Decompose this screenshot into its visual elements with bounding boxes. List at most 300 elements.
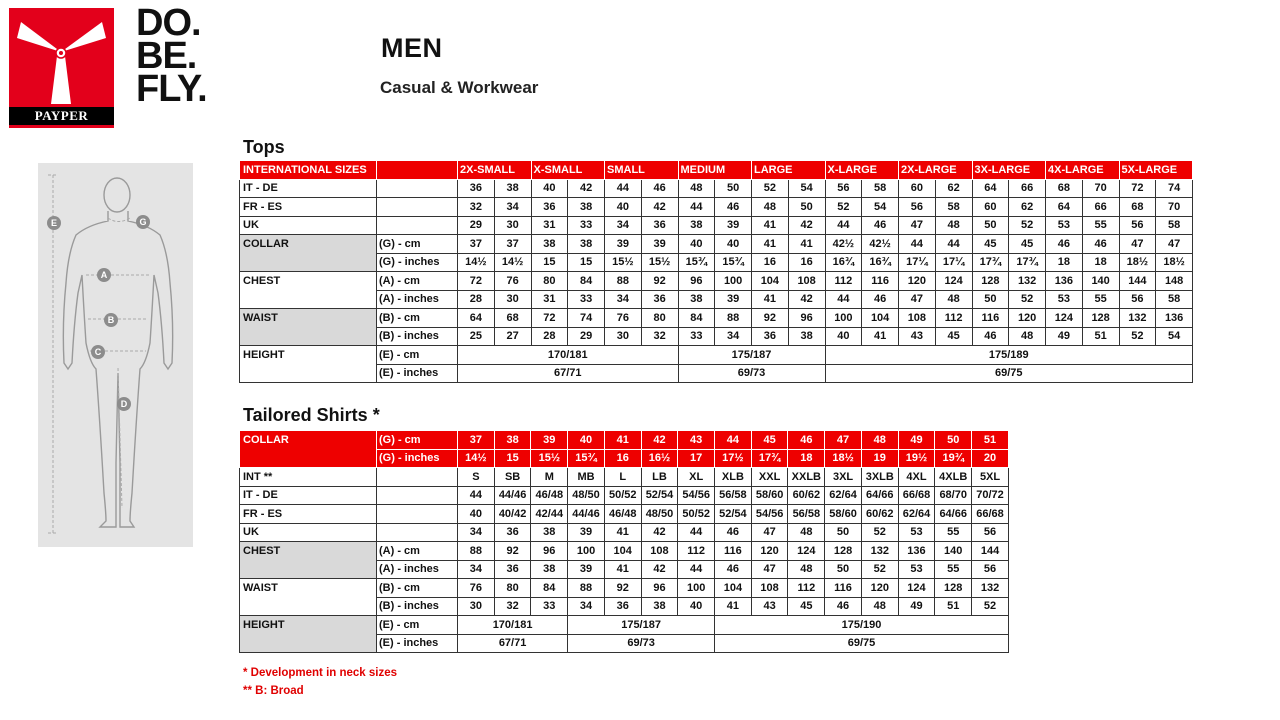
measure-value-cell: 52: [861, 560, 898, 579]
measure-row: [240, 290, 1193, 309]
measure-value-cell: 37: [494, 235, 531, 254]
measure-value-cell: 41: [752, 290, 789, 309]
size-value-cell: L: [604, 468, 641, 487]
measure-value-cell: 18: [1082, 253, 1119, 272]
size-value-cell: 42: [788, 216, 825, 235]
measure-value-cell: 38: [788, 327, 825, 346]
size-value-cell: 29: [458, 216, 495, 235]
measure-value-cell: 47: [1119, 235, 1156, 254]
size-value-cell: 3XLB: [861, 468, 898, 487]
measure-value-cell: 41: [715, 597, 752, 616]
measure-value-cell: 88: [715, 309, 752, 328]
measure-value-cell: 43: [899, 327, 936, 346]
measure-value-cell: 58: [1156, 290, 1193, 309]
measure-value-cell: 112: [788, 579, 825, 598]
size-group-header: MEDIUM: [678, 161, 752, 180]
row-label: INT **: [240, 468, 377, 487]
measure-value-cell: 100: [825, 309, 862, 328]
measure-value-cell: 38: [678, 290, 715, 309]
size-value-cell: 52/54: [715, 505, 752, 524]
size-group-header: 2X-SMALL: [458, 161, 532, 180]
measure-value-cell: 29: [568, 327, 605, 346]
measure-value-cell: 46: [1082, 235, 1119, 254]
measure-value-cell: 92: [604, 579, 641, 598]
row-sublabel: [377, 505, 458, 524]
size-value-cell: 39: [568, 523, 605, 542]
size-value-cell: 36: [531, 198, 568, 217]
measure-value-cell: 84: [568, 272, 605, 291]
measure-value-cell: 72: [531, 309, 568, 328]
size-value-cell: 46: [641, 179, 678, 198]
measure-value-cell: 128: [825, 542, 862, 561]
measure-value-cell: 100: [715, 272, 752, 291]
size-group-header: 5X-LARGE: [1119, 161, 1193, 180]
measure-value-cell: 15½: [605, 253, 642, 272]
size-value-cell: 4XL: [898, 468, 935, 487]
size-value-cell: 66: [1082, 198, 1119, 217]
measure-unit-label: (A) - cm: [377, 272, 458, 291]
height-value-cell: 175/189: [825, 346, 1193, 365]
table-row: [240, 179, 1193, 198]
measure-value-cell: 50: [825, 560, 862, 579]
size-value-cell: 48/50: [568, 486, 605, 505]
measure-value-cell: 140: [935, 542, 972, 561]
height-value-cell: 67/71: [458, 634, 568, 653]
measure-value-cell: 80: [494, 579, 531, 598]
measure-value-cell: 108: [751, 579, 788, 598]
height-value-cell: 69/75: [715, 634, 1009, 653]
size-value-cell: 70: [1156, 198, 1193, 217]
measure-value-cell: 88: [458, 542, 495, 561]
measure-value-cell: 136: [1156, 309, 1193, 328]
height-value-cell: 175/187: [678, 346, 825, 365]
height-value-cell: 67/71: [458, 364, 679, 383]
measure-value-cell: 46: [972, 327, 1009, 346]
measure-value-cell: 128: [1082, 309, 1119, 328]
measure-value-cell: 124: [788, 542, 825, 561]
measure-value-cell: 48: [935, 290, 972, 309]
size-value-cell: 3XL: [825, 468, 862, 487]
height-unit-label: (E) - inches: [377, 634, 458, 653]
size-value-cell: 52: [752, 179, 789, 198]
size-group-header: X-LARGE: [825, 161, 899, 180]
collar-value-cell: 18½: [825, 449, 862, 468]
row-sublabel: [377, 198, 458, 217]
row-sublabel: [377, 179, 458, 198]
size-value-cell: 5XL: [972, 468, 1009, 487]
measure-value-cell: 40: [678, 235, 715, 254]
measure-value-cell: 15: [531, 253, 568, 272]
measure-value-cell: 92: [494, 542, 531, 561]
size-value-cell: 40: [531, 179, 568, 198]
measure-row: [240, 235, 1193, 254]
measure-value-cell: 33: [568, 290, 605, 309]
measure-label: CHEST: [240, 542, 377, 579]
measure-value-cell: 64: [458, 309, 495, 328]
size-value-cell: 60: [972, 198, 1009, 217]
measure-value-cell: 45: [1009, 235, 1046, 254]
size-value-cell: 46/48: [531, 486, 568, 505]
measure-value-cell: 36: [604, 597, 641, 616]
collar-value-cell: 51: [972, 431, 1009, 450]
size-value-cell: 40: [458, 505, 495, 524]
measure-unit-label: (B) - cm: [377, 579, 458, 598]
measure-value-cell: 76: [605, 309, 642, 328]
height-value-cell: 69/75: [825, 364, 1193, 383]
measure-value-cell: 74: [568, 309, 605, 328]
row-sublabel: [377, 468, 458, 487]
measure-value-cell: 46: [825, 597, 862, 616]
collar-value-cell: 19¾: [935, 449, 972, 468]
size-value-cell: 56/58: [788, 505, 825, 524]
measure-value-cell: 52: [1119, 327, 1156, 346]
measure-value-cell: 88: [605, 272, 642, 291]
measure-value-cell: 84: [678, 309, 715, 328]
size-value-cell: 34: [494, 198, 531, 217]
size-value-cell: 40: [605, 198, 642, 217]
measure-value-cell: 36: [641, 290, 678, 309]
size-value-cell: 60/62: [861, 505, 898, 524]
size-value-cell: 58: [935, 198, 972, 217]
measure-value-cell: 38: [641, 597, 678, 616]
size-value-cell: 70/72: [972, 486, 1009, 505]
height-label: HEIGHT: [240, 616, 377, 653]
size-group-header: 3X-LARGE: [972, 161, 1046, 180]
size-value-cell: 47: [751, 523, 788, 542]
size-value-cell: 44: [825, 216, 862, 235]
size-value-cell: 50: [972, 216, 1009, 235]
size-value-cell: 68/70: [935, 486, 972, 505]
measure-value-cell: 18½: [1119, 253, 1156, 272]
size-value-cell: 44: [458, 486, 495, 505]
size-value-cell: 52/54: [641, 486, 678, 505]
collar-value-cell: 44: [715, 431, 752, 450]
measure-value-cell: 34: [458, 560, 495, 579]
footnote-broad: ** B: Broad: [243, 685, 304, 697]
measure-value-cell: 31: [531, 290, 568, 309]
slogan: [136, 2, 207, 110]
measure-value-cell: 136: [898, 542, 935, 561]
measure-value-cell: 96: [531, 542, 568, 561]
measure-value-cell: 96: [678, 272, 715, 291]
size-value-cell: 58: [862, 179, 899, 198]
measure-value-cell: 120: [751, 542, 788, 561]
measure-value-cell: 68: [494, 309, 531, 328]
measure-unit-label: (B) - inches: [377, 597, 458, 616]
measure-value-cell: 120: [861, 579, 898, 598]
size-value-cell: 55: [1082, 216, 1119, 235]
size-value-cell: 68: [1046, 179, 1083, 198]
size-value-cell: 54: [788, 179, 825, 198]
measure-value-cell: 96: [788, 309, 825, 328]
row-sublabel: [377, 523, 458, 542]
measure-value-cell: 124: [935, 272, 972, 291]
measure-value-cell: 38: [531, 560, 568, 579]
collar-value-cell: 37: [458, 431, 495, 450]
size-value-cell: 58/60: [751, 486, 788, 505]
size-value-cell: 46/48: [604, 505, 641, 524]
size-value-cell: 53: [1046, 216, 1083, 235]
size-group-header: 2X-LARGE: [899, 161, 973, 180]
measure-value-cell: 39: [715, 290, 752, 309]
size-value-cell: 38: [531, 523, 568, 542]
collar-value-cell: 17¾: [751, 449, 788, 468]
size-value-cell: 60: [899, 179, 936, 198]
measure-label: COLLAR: [240, 235, 377, 272]
measure-value-cell: 30: [494, 290, 531, 309]
collar-value-cell: 48: [861, 431, 898, 450]
measure-value-cell: 48: [1009, 327, 1046, 346]
measure-value-cell: 15¾: [678, 253, 715, 272]
measure-value-cell: 17¾: [1009, 253, 1046, 272]
marker-a-label: A: [100, 270, 108, 280]
collar-value-cell: 16½: [641, 449, 678, 468]
size-value-cell: 58/60: [825, 505, 862, 524]
row-sublabel: [377, 216, 458, 235]
measure-value-cell: 72: [458, 272, 495, 291]
collar-value-cell: 17: [678, 449, 715, 468]
collar-value-cell: 46: [788, 431, 825, 450]
size-value-cell: 52: [1009, 216, 1046, 235]
size-value-cell: SB: [494, 468, 531, 487]
size-value-cell: 54: [862, 198, 899, 217]
size-value-cell: 33: [568, 216, 605, 235]
tailored-shirts-section-title: Tailored Shirts *: [243, 405, 380, 425]
size-value-cell: 41: [752, 216, 789, 235]
measure-value-cell: 144: [1119, 272, 1156, 291]
measure-value-cell: 116: [825, 579, 862, 598]
row-sublabel: [377, 486, 458, 505]
collar-label: COLLAR: [240, 431, 377, 468]
tops-section-title: Tops: [243, 137, 285, 157]
measure-value-cell: 39: [605, 235, 642, 254]
measure-value-cell: 18½: [1156, 253, 1193, 272]
collar-value-cell: 42: [641, 431, 678, 450]
collar-value-cell: 49: [898, 431, 935, 450]
measure-value-cell: 100: [678, 579, 715, 598]
measure-value-cell: 124: [898, 579, 935, 598]
collar-value-cell: 41: [604, 431, 641, 450]
row-label: FR - ES: [240, 505, 377, 524]
table-row: [240, 486, 1009, 505]
size-value-cell: 70: [1082, 179, 1119, 198]
size-value-cell: 38: [494, 179, 531, 198]
measure-value-cell: 25: [458, 327, 495, 346]
measure-value-cell: 38: [568, 235, 605, 254]
measure-value-cell: 116: [715, 542, 752, 561]
measure-value-cell: 40: [678, 597, 715, 616]
measure-value-cell: 33: [678, 327, 715, 346]
collar-value-cell: 17½: [715, 449, 752, 468]
human-body-illustration: [38, 163, 193, 547]
size-value-cell: 74: [1156, 179, 1193, 198]
size-value-cell: 44/46: [494, 486, 531, 505]
size-value-cell: 48: [752, 198, 789, 217]
measure-value-cell: 40: [825, 327, 862, 346]
size-value-cell: 39: [715, 216, 752, 235]
measure-value-cell: 50: [972, 290, 1009, 309]
measure-value-cell: 15: [568, 253, 605, 272]
size-value-cell: 50: [825, 523, 862, 542]
measure-unit-label: (G) - cm: [377, 235, 458, 254]
measure-value-cell: 42½: [825, 235, 862, 254]
size-value-cell: 56/58: [715, 486, 752, 505]
size-value-cell: 46: [862, 216, 899, 235]
row-label: IT - DE: [240, 486, 377, 505]
measure-unit-label: (B) - inches: [377, 327, 458, 346]
footnote-neck-sizes: * Development in neck sizes: [243, 667, 398, 679]
size-value-cell: 68: [1119, 198, 1156, 217]
collar-value-cell: 43: [678, 431, 715, 450]
tailored-shirts-size-table: [239, 430, 1009, 653]
collar-unit-label: (G) - cm: [377, 431, 458, 450]
measure-unit-label: (A) - inches: [377, 290, 458, 309]
measure-value-cell: 44: [935, 235, 972, 254]
size-value-cell: 44: [678, 523, 715, 542]
measure-value-cell: 30: [605, 327, 642, 346]
size-value-cell: 50/52: [604, 486, 641, 505]
size-value-cell: 54/56: [751, 505, 788, 524]
measure-value-cell: 45: [935, 327, 972, 346]
marker-g-label: G: [139, 217, 147, 227]
measure-value-cell: 49: [898, 597, 935, 616]
measure-value-cell: 51: [1082, 327, 1119, 346]
row-label: UK: [240, 216, 377, 235]
measure-value-cell: 47: [751, 560, 788, 579]
size-value-cell: 54/56: [678, 486, 715, 505]
size-value-cell: M: [531, 468, 568, 487]
measure-value-cell: 80: [641, 309, 678, 328]
collar-value-cell: 47: [825, 431, 862, 450]
marker-c-label: C: [94, 347, 102, 357]
size-value-cell: 66/68: [898, 486, 935, 505]
height-value-cell: 175/190: [715, 616, 1009, 635]
measure-value-cell: 45: [788, 597, 825, 616]
size-value-cell: 62: [1009, 198, 1046, 217]
measure-value-cell: 15¾: [715, 253, 752, 272]
size-value-cell: 36: [458, 179, 495, 198]
measure-value-cell: 132: [861, 542, 898, 561]
measure-value-cell: 116: [972, 309, 1009, 328]
measure-value-cell: 116: [862, 272, 899, 291]
size-value-cell: XXL: [751, 468, 788, 487]
measure-value-cell: 44: [678, 560, 715, 579]
measure-value-cell: 148: [1156, 272, 1193, 291]
size-value-cell: 40/42: [494, 505, 531, 524]
measure-value-cell: 48: [861, 597, 898, 616]
measure-value-cell: 41: [752, 235, 789, 254]
size-value-cell: MB: [568, 468, 605, 487]
size-value-cell: S: [458, 468, 495, 487]
measure-value-cell: 56: [1119, 290, 1156, 309]
size-value-cell: 36: [494, 523, 531, 542]
measure-value-cell: 108: [641, 542, 678, 561]
size-value-cell: XL: [678, 468, 715, 487]
measure-value-cell: 15½: [641, 253, 678, 272]
size-value-cell: 48: [788, 523, 825, 542]
measure-value-cell: 55: [1082, 290, 1119, 309]
measure-value-cell: 18: [1046, 253, 1083, 272]
measure-row: [240, 253, 1193, 272]
measure-value-cell: 108: [788, 272, 825, 291]
size-group-header: 4X-LARGE: [1046, 161, 1120, 180]
size-value-cell: 31: [531, 216, 568, 235]
size-value-cell: 38: [678, 216, 715, 235]
size-value-cell: 48: [678, 179, 715, 198]
measure-value-cell: 53: [898, 560, 935, 579]
measure-value-cell: 120: [1009, 309, 1046, 328]
measure-value-cell: 34: [605, 290, 642, 309]
size-value-cell: 66: [1009, 179, 1046, 198]
measure-value-cell: 76: [458, 579, 495, 598]
measure-label: CHEST: [240, 272, 377, 309]
size-value-cell: 58: [1156, 216, 1193, 235]
body-measurement-figure: [38, 163, 193, 547]
height-label: HEIGHT: [240, 346, 377, 383]
measure-row: [240, 309, 1193, 328]
collar-value-cell: 19: [861, 449, 898, 468]
measure-value-cell: 104: [604, 542, 641, 561]
collar-value-cell: 45: [751, 431, 788, 450]
measure-value-cell: 52: [1009, 290, 1046, 309]
measure-value-cell: 40: [715, 235, 752, 254]
measure-value-cell: 56: [972, 560, 1009, 579]
measure-value-cell: 104: [862, 309, 899, 328]
measure-value-cell: 92: [752, 309, 789, 328]
size-value-cell: 38: [568, 198, 605, 217]
measure-value-cell: 49: [1046, 327, 1083, 346]
measure-value-cell: 124: [1046, 309, 1083, 328]
measure-value-cell: 42: [641, 560, 678, 579]
measure-value-cell: 17¾: [972, 253, 1009, 272]
size-value-cell: 44: [678, 198, 715, 217]
measure-value-cell: 128: [935, 579, 972, 598]
collar-value-cell: 39: [531, 431, 568, 450]
measure-value-cell: 44: [825, 290, 862, 309]
size-value-cell: 30: [494, 216, 531, 235]
logo-brand-text: PAYPER: [9, 107, 114, 125]
measure-value-cell: 16¾: [862, 253, 899, 272]
measure-value-cell: 96: [641, 579, 678, 598]
table-row: [240, 216, 1193, 235]
international-sizes-header: INTERNATIONAL SIZES: [240, 161, 377, 180]
measure-value-cell: 28: [531, 327, 568, 346]
measure-value-cell: 46: [1046, 235, 1083, 254]
size-value-cell: XLB: [715, 468, 752, 487]
size-value-cell: 44/46: [568, 505, 605, 524]
height-value-cell: 69/73: [678, 364, 825, 383]
row-label: UK: [240, 523, 377, 542]
measure-value-cell: 36: [752, 327, 789, 346]
row-label: FR - ES: [240, 198, 377, 217]
collar-value-cell: 14½: [458, 449, 495, 468]
measure-value-cell: 108: [899, 309, 936, 328]
slogan-line: DO.: [136, 2, 201, 44]
collar-value-cell: 40: [568, 431, 605, 450]
measure-value-cell: 47: [1156, 235, 1193, 254]
measure-value-cell: 51: [935, 597, 972, 616]
collar-value-cell: 15½: [531, 449, 568, 468]
size-value-cell: 53: [898, 523, 935, 542]
measure-value-cell: 36: [494, 560, 531, 579]
collar-value-cell: 19½: [898, 449, 935, 468]
size-value-cell: 46: [715, 523, 752, 542]
measure-value-cell: 43: [751, 597, 788, 616]
marker-b-label: B: [107, 315, 115, 325]
measure-value-cell: 136: [1046, 272, 1083, 291]
measure-value-cell: 84: [531, 579, 568, 598]
size-value-cell: 41: [604, 523, 641, 542]
